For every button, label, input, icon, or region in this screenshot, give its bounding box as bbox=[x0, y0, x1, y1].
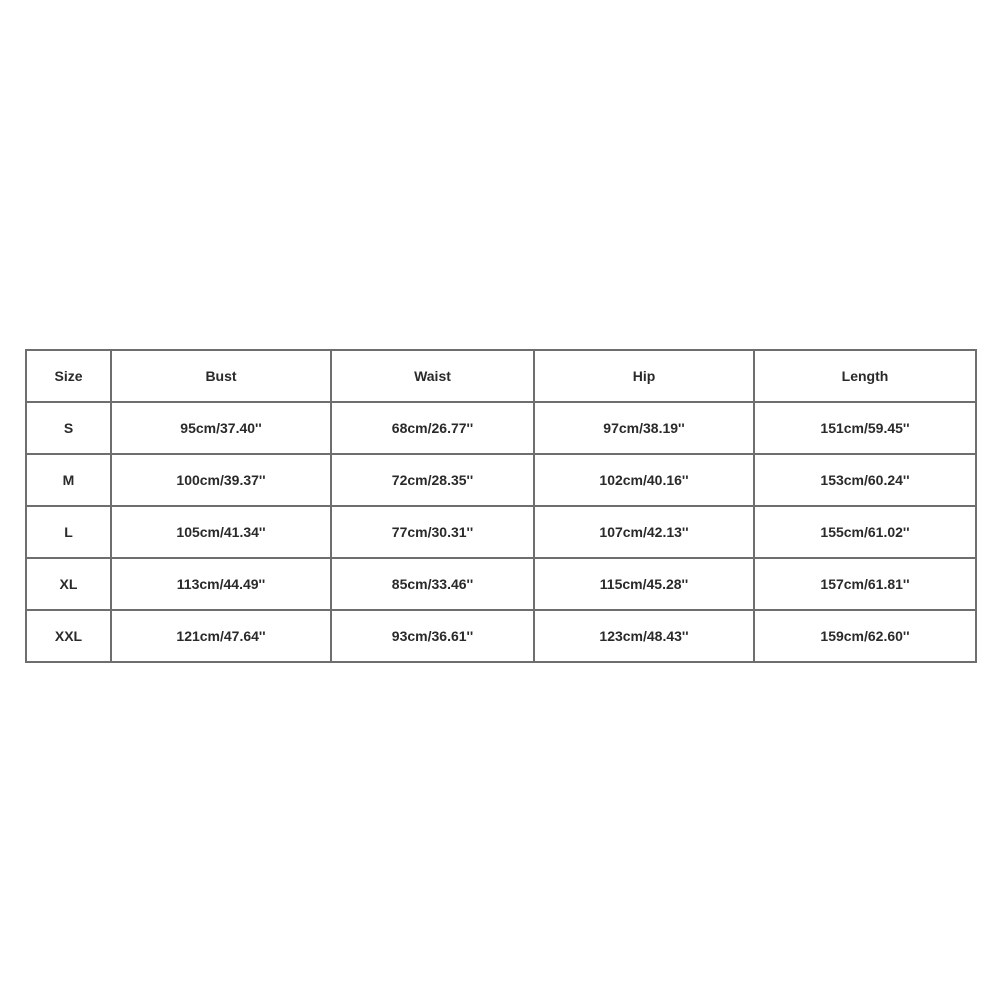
cell-hip: 123cm/48.43'' bbox=[534, 610, 754, 662]
cell-bust: 100cm/39.37'' bbox=[111, 454, 331, 506]
header-hip: Hip bbox=[534, 350, 754, 402]
cell-bust: 113cm/44.49'' bbox=[111, 558, 331, 610]
cell-waist: 77cm/30.31'' bbox=[331, 506, 534, 558]
table-row bbox=[26, 506, 976, 558]
cell-hip: 115cm/45.28'' bbox=[534, 558, 754, 610]
cell-waist: 85cm/33.46'' bbox=[331, 558, 534, 610]
cell-bust: 105cm/41.34'' bbox=[111, 506, 331, 558]
cell-length: 159cm/62.60'' bbox=[754, 610, 976, 662]
cell-bust: 121cm/47.64'' bbox=[111, 610, 331, 662]
cell-length: 155cm/61.02'' bbox=[754, 506, 976, 558]
table-row bbox=[26, 454, 976, 506]
header-length: Length bbox=[754, 350, 976, 402]
cell-length: 157cm/61.81'' bbox=[754, 558, 976, 610]
header-row bbox=[26, 350, 976, 402]
cell-size: XL bbox=[26, 558, 111, 610]
cell-bust: 95cm/37.40'' bbox=[111, 402, 331, 454]
header-bust: Bust bbox=[111, 350, 331, 402]
cell-hip: 97cm/38.19'' bbox=[534, 402, 754, 454]
cell-size: S bbox=[26, 402, 111, 454]
size-chart-table bbox=[25, 349, 977, 663]
cell-hip: 107cm/42.13'' bbox=[534, 506, 754, 558]
cell-waist: 68cm/26.77'' bbox=[331, 402, 534, 454]
cell-size: XXL bbox=[26, 610, 111, 662]
table-row bbox=[26, 610, 976, 662]
table-row bbox=[26, 558, 976, 610]
cell-length: 151cm/59.45'' bbox=[754, 402, 976, 454]
cell-hip: 102cm/40.16'' bbox=[534, 454, 754, 506]
header-waist: Waist bbox=[331, 350, 534, 402]
cell-length: 153cm/60.24'' bbox=[754, 454, 976, 506]
cell-waist: 72cm/28.35'' bbox=[331, 454, 534, 506]
header-size: Size bbox=[26, 350, 111, 402]
cell-size: L bbox=[26, 506, 111, 558]
cell-waist: 93cm/36.61'' bbox=[331, 610, 534, 662]
cell-size: M bbox=[26, 454, 111, 506]
table-row bbox=[26, 402, 976, 454]
